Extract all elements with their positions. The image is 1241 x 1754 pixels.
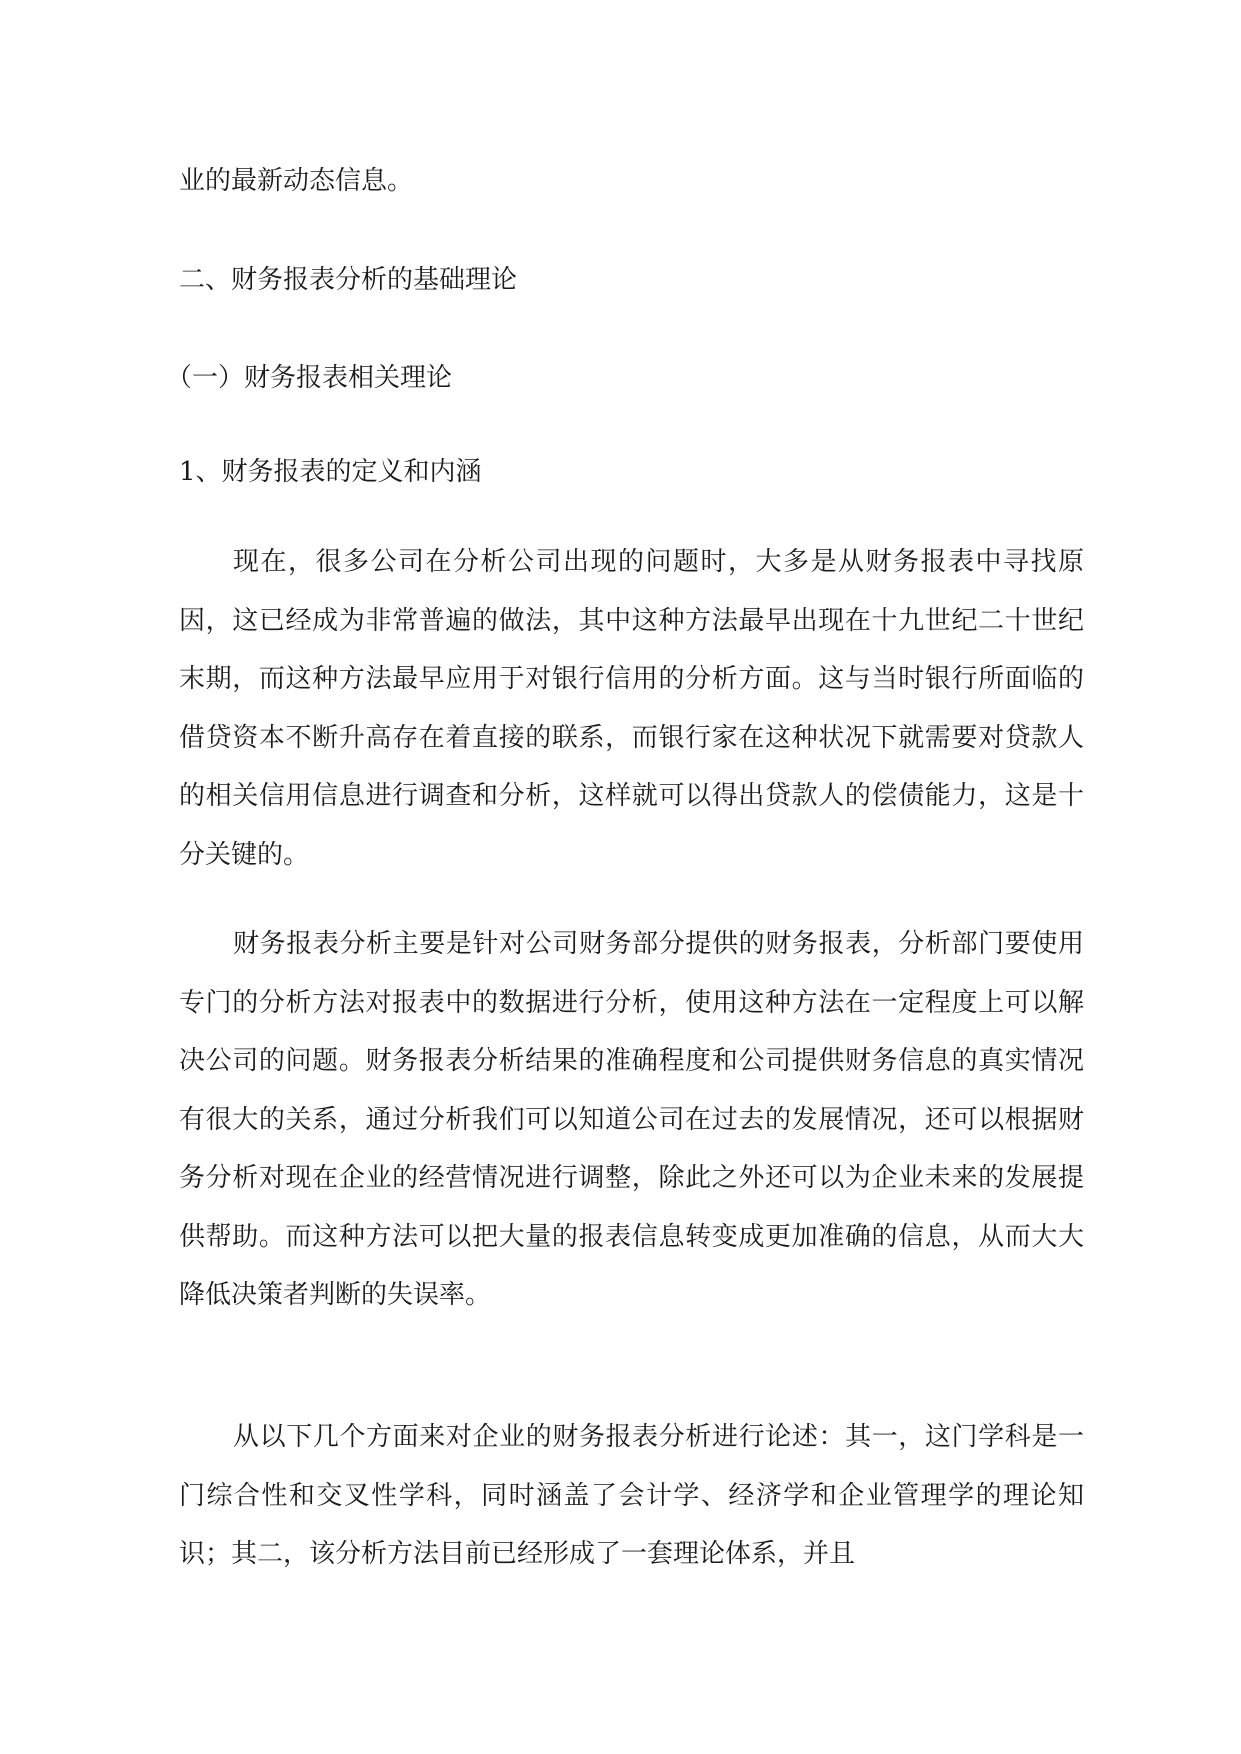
body-paragraph: 财务报表分析主要是针对公司财务部分提供的财务报表，分析部门要使用专门的分析方法对报表中的数据进行分析，使用这种方法在一定程度上可以解决公司的问题。财务报表分析结果的准确程度和公司提供财务信息的真实情况有很大的关系，通过分析我们可以知道公司在过去的发展情况，还可以根据财务分析对现在企业的经营情况进行调整，除此之外还可以为企业未来的发展提供帮助。而这种方法可以把大量的报表信息转变成更加准确的信息，从而大大降低决策者判断的失误率。 <box>179 929 1084 1310</box>
item-heading: 1、财务报表的定义和内涵 <box>179 457 482 487</box>
body-paragraph: 从以下几个方面来对企业的财务报表分析进行论述：其一，这门学科是一门综合性和交叉性学科，同时涵盖了会计学、经济学和企业管理学的理论知识；其二，该分析方法目前已经形成了一套理论体系，并且 <box>179 1422 1084 1569</box>
subsection-heading: （一）财务报表相关理论 <box>166 363 453 393</box>
body-paragraph: 现在，很多公司在分析公司出现的问题时，大多是从财务报表中寻找原因，这已经成为非常普遍的做法，其中这种方法最早出现在十九世纪二十世纪末期，而这种方法最早应用于对银行信用的分析方面。这与当时银行所面临的借贷资本不断升高存在着直接的联系，而银行家在这种状况下就需要对贷款人的相关信用信息进行调查和分析，这样就可以得出贷款人的偿债能力，这是十分关键的。 <box>179 547 1084 870</box>
section-heading: 二、财务报表分析的基础理论 <box>179 265 518 295</box>
continuation-text: 业的最新动态信息。 <box>179 166 414 196</box>
